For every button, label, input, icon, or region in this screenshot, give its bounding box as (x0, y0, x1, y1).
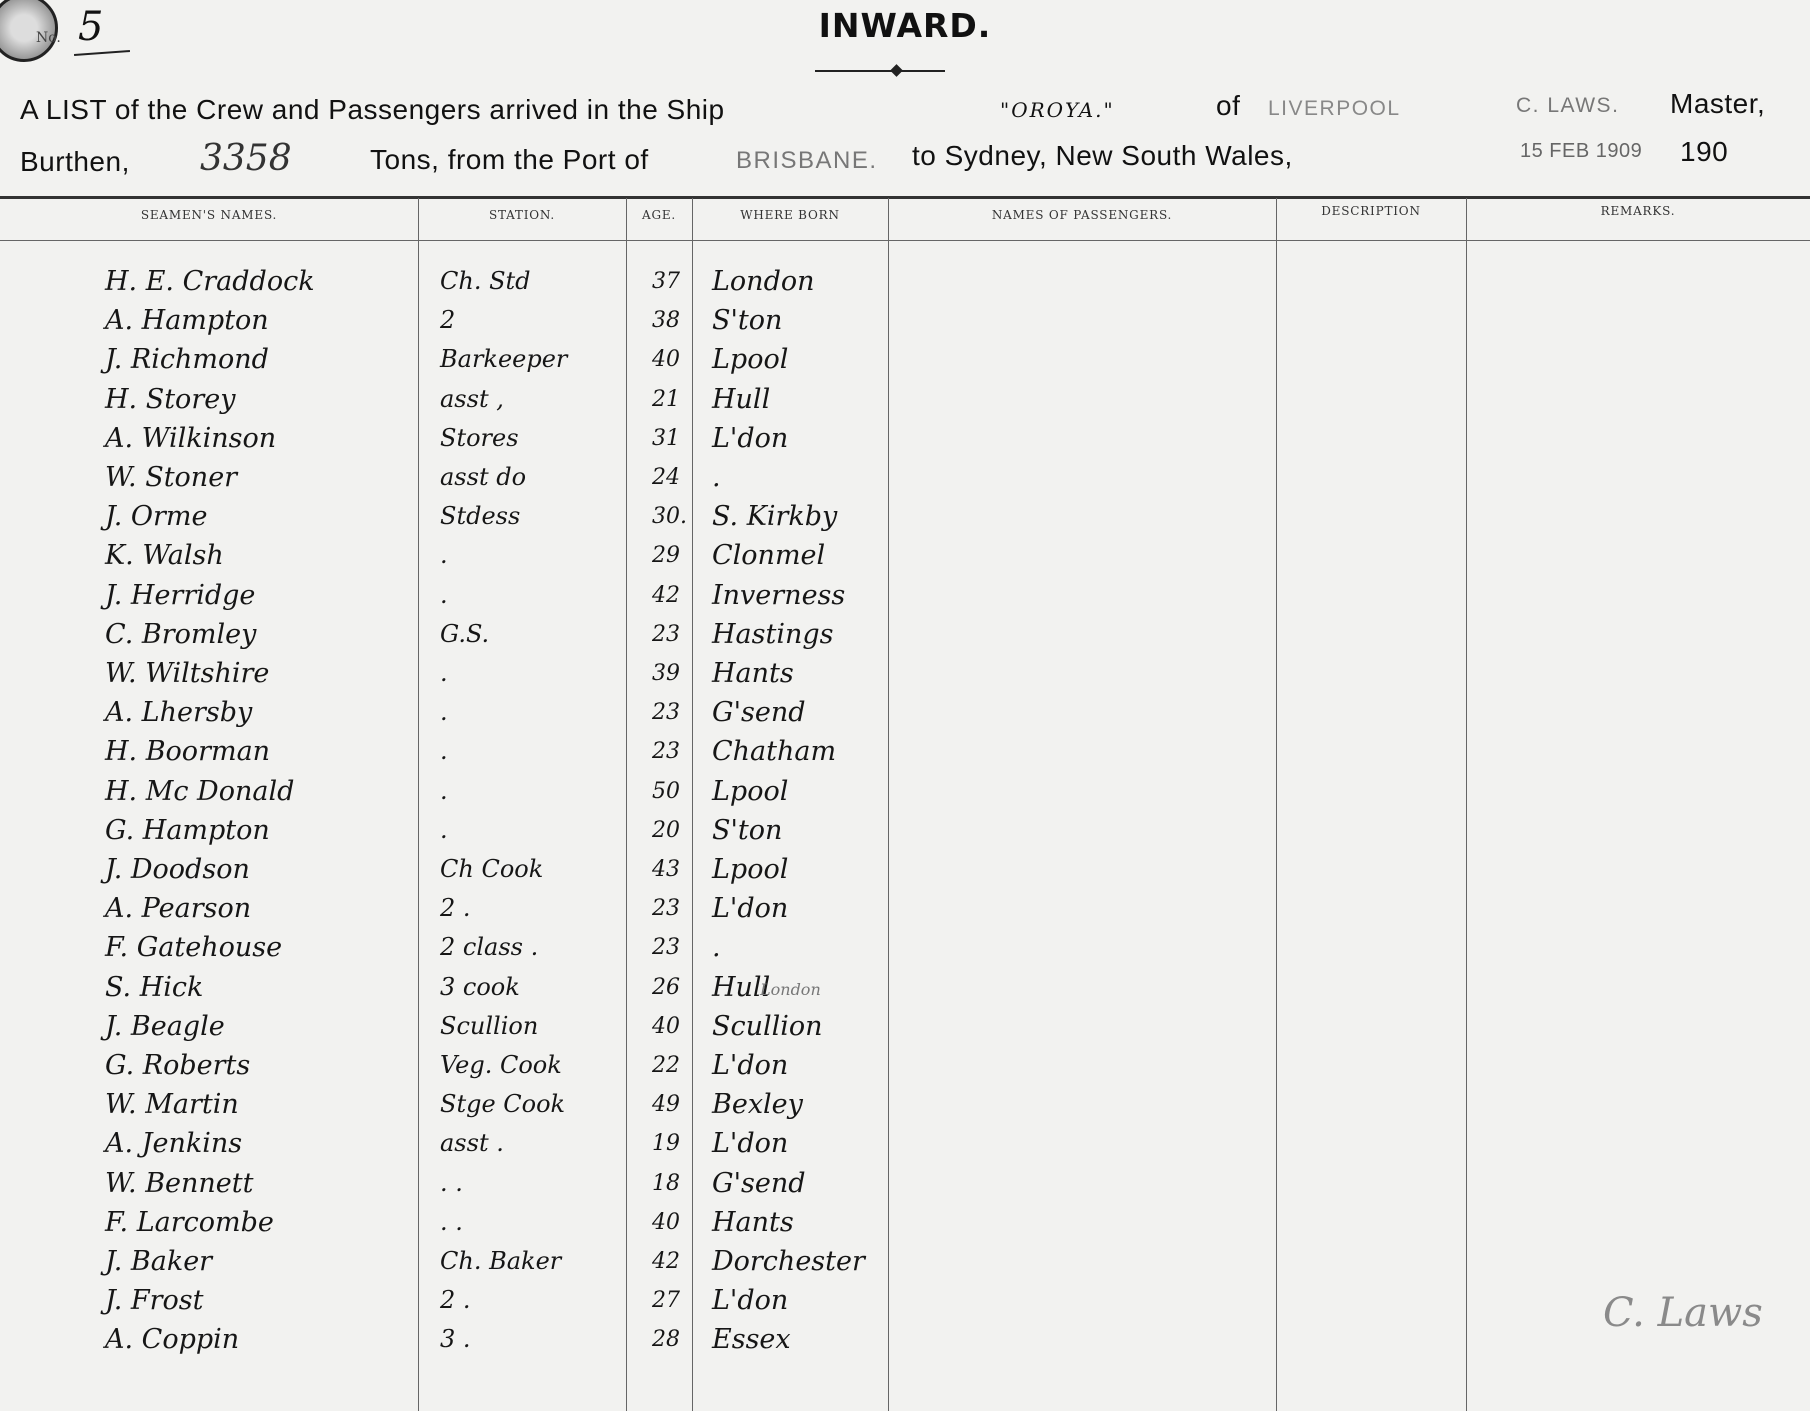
seaman-name: A. Pearson (105, 893, 252, 925)
seaman-name: H. E. Craddock (105, 266, 315, 297)
table-header-rule (0, 240, 1810, 241)
age-cell: 49 (652, 1092, 680, 1118)
age-cell: 50 (652, 778, 680, 804)
table-row (0, 419, 1810, 458)
birthplace-cell: Lpool (712, 854, 789, 885)
age-cell: 42 (652, 1249, 680, 1274)
home-port: LIVERPOOL (1268, 97, 1401, 120)
age-cell: 37 (652, 269, 680, 294)
station-cell: . (440, 541, 448, 570)
seaman-name: A. Coppin (105, 1324, 240, 1356)
age-cell: 40 (652, 1209, 680, 1235)
seaman-name: J. Doodson (105, 854, 250, 885)
seaman-name: W. Stoner (105, 462, 238, 493)
table-row (0, 497, 1810, 536)
age-cell: 23 (652, 739, 680, 765)
age-cell: 43 (652, 857, 680, 882)
station-cell: asst do (440, 463, 527, 491)
age-cell: 40 (652, 347, 680, 373)
birthplace-cell: L'don (712, 1285, 789, 1317)
birthplace-cell: . (712, 462, 721, 493)
seaman-name: J. Herridge (105, 579, 256, 611)
master-signature: C. Laws (1603, 1290, 1763, 1336)
seaman-name: G. Hampton (105, 814, 270, 846)
age-cell: 38 (652, 308, 680, 334)
seaman-name: J. Baker (105, 1246, 213, 1277)
table-row (0, 1085, 1810, 1124)
age-cell: 26 (652, 974, 680, 1000)
station-cell: . (440, 815, 448, 844)
date-stamp: 15 FEB 1909 (1520, 140, 1643, 162)
birthplace-cell: Bexley (712, 1089, 803, 1121)
birthplace-cell: L'don (712, 422, 789, 454)
age-cell: 23 (652, 935, 680, 961)
station-cell: 2 (440, 306, 456, 335)
table-row (0, 536, 1810, 575)
station-cell: Veg. Cook (440, 1051, 562, 1079)
table-row (0, 340, 1810, 379)
age-cell: 23 (652, 896, 680, 922)
birthplace-cell: Dorchester (712, 1246, 865, 1277)
table-row (0, 1046, 1810, 1085)
station-cell: Scullion (440, 1011, 539, 1040)
age-cell: 19 (652, 1131, 680, 1157)
table-row (0, 1124, 1810, 1163)
age-cell: 23 (652, 621, 680, 647)
seaman-name: G. Roberts (105, 1050, 251, 1081)
column-header-remarks: REMARKS. (1600, 204, 1676, 218)
table-row (0, 262, 1810, 301)
age-cell: 40 (652, 1013, 680, 1039)
birthplace-cell: Lpool (712, 344, 789, 376)
station-cell: Ch Cook (440, 855, 544, 883)
birthplace-cell: S'ton (712, 305, 783, 337)
seaman-name: H. Mc Donald (105, 775, 295, 807)
birthplace-cell: G'send (712, 697, 806, 729)
table-row (0, 1281, 1810, 1320)
birthplace-cell: Hants (712, 658, 794, 689)
master-label: Master, (1670, 88, 1766, 119)
header-line2-dest: to Sydney, New South Wales, (912, 140, 1293, 171)
birthplace-cell: L'don (712, 1128, 789, 1160)
column-header-description: DESCRIPTION (1321, 204, 1421, 218)
seaman-name: A. Wilkinson (105, 422, 277, 454)
from-port: BRISBANE. (736, 147, 878, 174)
age-cell: 29 (652, 543, 680, 569)
column-header-station: STATION. (488, 208, 556, 222)
birthplace-cell: G'send (712, 1167, 806, 1199)
seaman-name: H. Boorman (105, 736, 271, 768)
column-header-age: AGE. (641, 208, 677, 222)
title-ornament (890, 64, 903, 77)
seaman-name: A. Jenkins (105, 1128, 243, 1160)
table-top-rule (0, 196, 1810, 199)
burthen-value: 3358 (200, 138, 292, 179)
table-row (0, 458, 1810, 497)
seaman-name: K. Walsh (105, 540, 224, 572)
table-row (0, 576, 1810, 615)
birthplace-cell: Clonmel (712, 540, 826, 572)
age-cell: 31 (652, 425, 680, 451)
age-cell: 24 (652, 465, 680, 490)
table-row (0, 811, 1810, 850)
table-row (0, 772, 1810, 811)
station-cell: Stores (440, 423, 519, 452)
seaman-name: A. Lhersby (105, 697, 253, 729)
table-row (0, 1320, 1810, 1359)
birthplace-cell: London (712, 266, 815, 297)
seaman-name: W. Bennett (105, 1167, 254, 1199)
seaman-name: J. Beagle (105, 1010, 225, 1042)
birthplace-cell: S. Kirkby (712, 501, 838, 533)
table-row (0, 732, 1810, 771)
birthplace-cell: Scullion (712, 1010, 823, 1042)
column-header-seamen: SEAMEN'S NAMES. (140, 208, 278, 222)
station-cell: 2 . (440, 894, 471, 923)
station-cell: . . (440, 1207, 463, 1236)
header-line2-mid: Tons, from the Port of (370, 144, 649, 175)
master-name: C. LAWS. (1516, 94, 1620, 117)
station-cell: Stge Cook (440, 1090, 566, 1119)
station-cell: asst , (440, 384, 504, 413)
seaman-name: W. Wiltshire (105, 658, 270, 689)
table-row (0, 889, 1810, 928)
station-cell: . . (440, 1168, 463, 1197)
station-cell: 2 . (440, 1286, 471, 1315)
table-row (0, 615, 1810, 654)
age-cell: 21 (652, 386, 680, 412)
birthplace-cell: Hastings (712, 618, 834, 650)
age-cell: 23 (652, 700, 680, 726)
born-correction-note: London (760, 980, 821, 999)
age-cell: 22 (652, 1053, 680, 1078)
table-row (0, 968, 1810, 1007)
station-cell: 2 class . (440, 933, 539, 962)
year-prefix: 190 (1680, 136, 1729, 167)
header-line1-prefix: A LIST of the Crew and Passengers arrived in the Ship (20, 94, 725, 125)
birthplace-cell: . (712, 932, 721, 964)
station-cell: . (440, 737, 448, 766)
birthplace-cell: L'don (712, 1050, 789, 1081)
of-label: of (1216, 90, 1241, 121)
station-cell: Barkeeper (440, 345, 568, 374)
table-row (0, 1007, 1810, 1046)
age-cell: 39 (652, 661, 680, 686)
station-cell: G.S. (440, 619, 490, 648)
birthplace-cell: Essex (712, 1324, 791, 1356)
seaman-name: S. Hick (105, 971, 204, 1003)
burthen-label: Burthen, (20, 146, 130, 177)
age-cell: 20 (652, 817, 680, 843)
station-cell: Stdess (440, 502, 521, 531)
station-cell: . (440, 776, 448, 805)
birthplace-cell: Lpool (712, 775, 789, 807)
table-row (0, 380, 1810, 419)
title-rule (815, 70, 945, 72)
table-row (0, 850, 1810, 889)
birthplace-cell: L'don (712, 893, 789, 925)
birthplace-cell: S'ton (712, 814, 783, 846)
station-cell: . (440, 659, 448, 687)
station-cell: 3 cook (440, 972, 520, 1001)
ship-name: "OROYA." (1000, 98, 1115, 122)
age-cell: 42 (652, 582, 680, 608)
table-row (0, 654, 1810, 693)
age-cell: 28 (652, 1327, 680, 1353)
seaman-name: H. Storey (105, 383, 236, 415)
age-cell: 18 (652, 1170, 680, 1196)
station-cell: . (440, 580, 448, 609)
station-cell: . (440, 698, 448, 727)
birthplace-cell: Hull (712, 971, 771, 1003)
station-cell: 3 . (440, 1325, 471, 1354)
seaman-name: J. Orme (105, 501, 208, 533)
station-cell: Ch. Baker (440, 1247, 562, 1275)
seaman-name: F. Larcombe (105, 1206, 274, 1238)
column-header-passengers: NAMES OF PASSENGERS. (991, 208, 1173, 222)
table-row (0, 1242, 1810, 1281)
age-cell: 27 (652, 1288, 680, 1314)
seaman-name: W. Martin (105, 1089, 239, 1121)
column-header-born: WHERE BORN (740, 208, 840, 222)
seaman-name: F. Gatehouse (105, 932, 283, 964)
table-row (0, 693, 1810, 732)
seaman-name: C. Bromley (105, 618, 257, 650)
age-cell: 30. (652, 504, 687, 530)
list-number: 5 (78, 4, 104, 50)
page-title: INWARD. (818, 6, 992, 45)
birthplace-cell: Hull (712, 383, 771, 415)
number-underline (74, 50, 130, 56)
table-row (0, 1164, 1810, 1203)
birthplace-cell: Inverness (712, 579, 846, 611)
table-row (0, 301, 1810, 340)
table-row (0, 1203, 1810, 1242)
station-cell: asst . (440, 1129, 504, 1158)
station-cell: Ch. Std (440, 267, 531, 295)
seaman-name: A. Hampton (105, 305, 269, 337)
birthplace-cell: Hants (712, 1206, 794, 1238)
table-row (0, 928, 1810, 967)
number-label: No. (36, 30, 61, 46)
seaman-name: J. Frost (105, 1285, 204, 1317)
birthplace-cell: Chatham (712, 736, 837, 768)
seaman-name: J. Richmond (105, 344, 269, 376)
